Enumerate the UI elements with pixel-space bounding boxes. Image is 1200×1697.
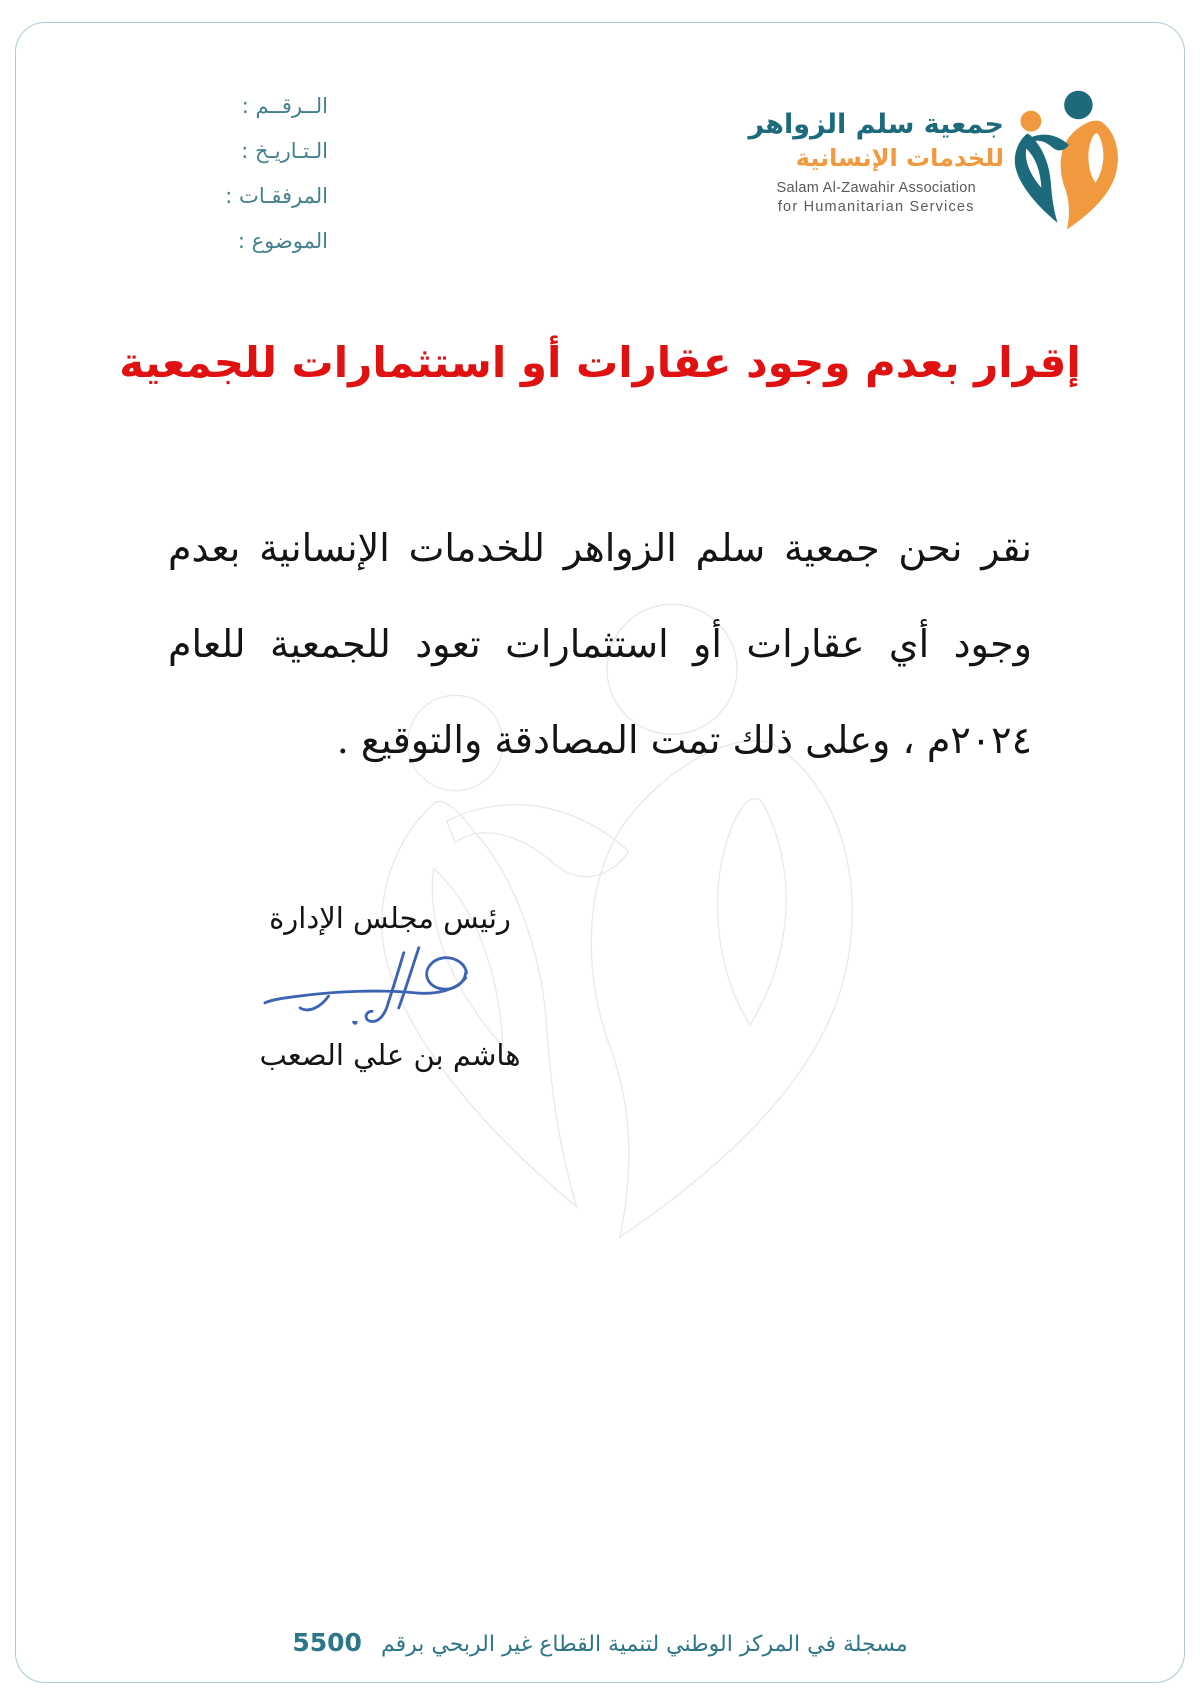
registration-text: مسجلة في المركز الوطني لتنمية القطاع غير الربحي برقم [380, 1632, 908, 1657]
reference-field-number [225, 84, 328, 129]
reference-fields [225, 84, 328, 264]
signature-ink [232, 941, 512, 1033]
registration-number: 5500 [292, 1628, 362, 1657]
association-tagline-arabic: للخدمات الإنسانية [795, 143, 1004, 172]
association-name-english [749, 179, 1005, 217]
reference-field-label: الــرقــم : [241, 94, 328, 118]
reference-field-label: الموضوع : [237, 229, 328, 253]
association-logo-icon [1010, 86, 1124, 236]
letter-title: إقرار بعدم وجود عقارات أو استثمارات للجمعية [119, 338, 1081, 387]
signature-role: رئيس مجلس الإدارة [269, 901, 511, 935]
body-line: وجود أي عقارات أو استثمارات تعود للجمعية للعام [168, 622, 1032, 666]
association-name-arabic: جمعية سلم الزواهر [748, 109, 1004, 140]
signatory-name: هاشم بن علي الصعب [259, 1037, 521, 1072]
reference-field-date [225, 129, 328, 174]
signature-block [205, 898, 575, 1074]
association-name-english-line1: Salam Al-Zawahir Association [776, 180, 976, 197]
reference-field-subject [225, 219, 328, 264]
association-brand [749, 86, 1125, 236]
letter-body [168, 500, 1032, 788]
association-name-english-line2: for Humanitarian Services [777, 198, 975, 215]
reference-field-label: المرفقـات : [225, 184, 328, 208]
association-brand-text [749, 108, 1005, 217]
body-line: ٢٠٢٤م ، وعلى ذلك تمت المصادقة والتوقيع . [336, 718, 1032, 762]
reference-field-attachments [225, 174, 328, 219]
reference-field-label: الـتـاريـخ : [241, 139, 328, 163]
registration-footer [0, 1628, 1200, 1657]
body-line: نقر نحن جمعية سلم الزواهر للخدمات الإنسانية بعدم [168, 526, 1032, 570]
